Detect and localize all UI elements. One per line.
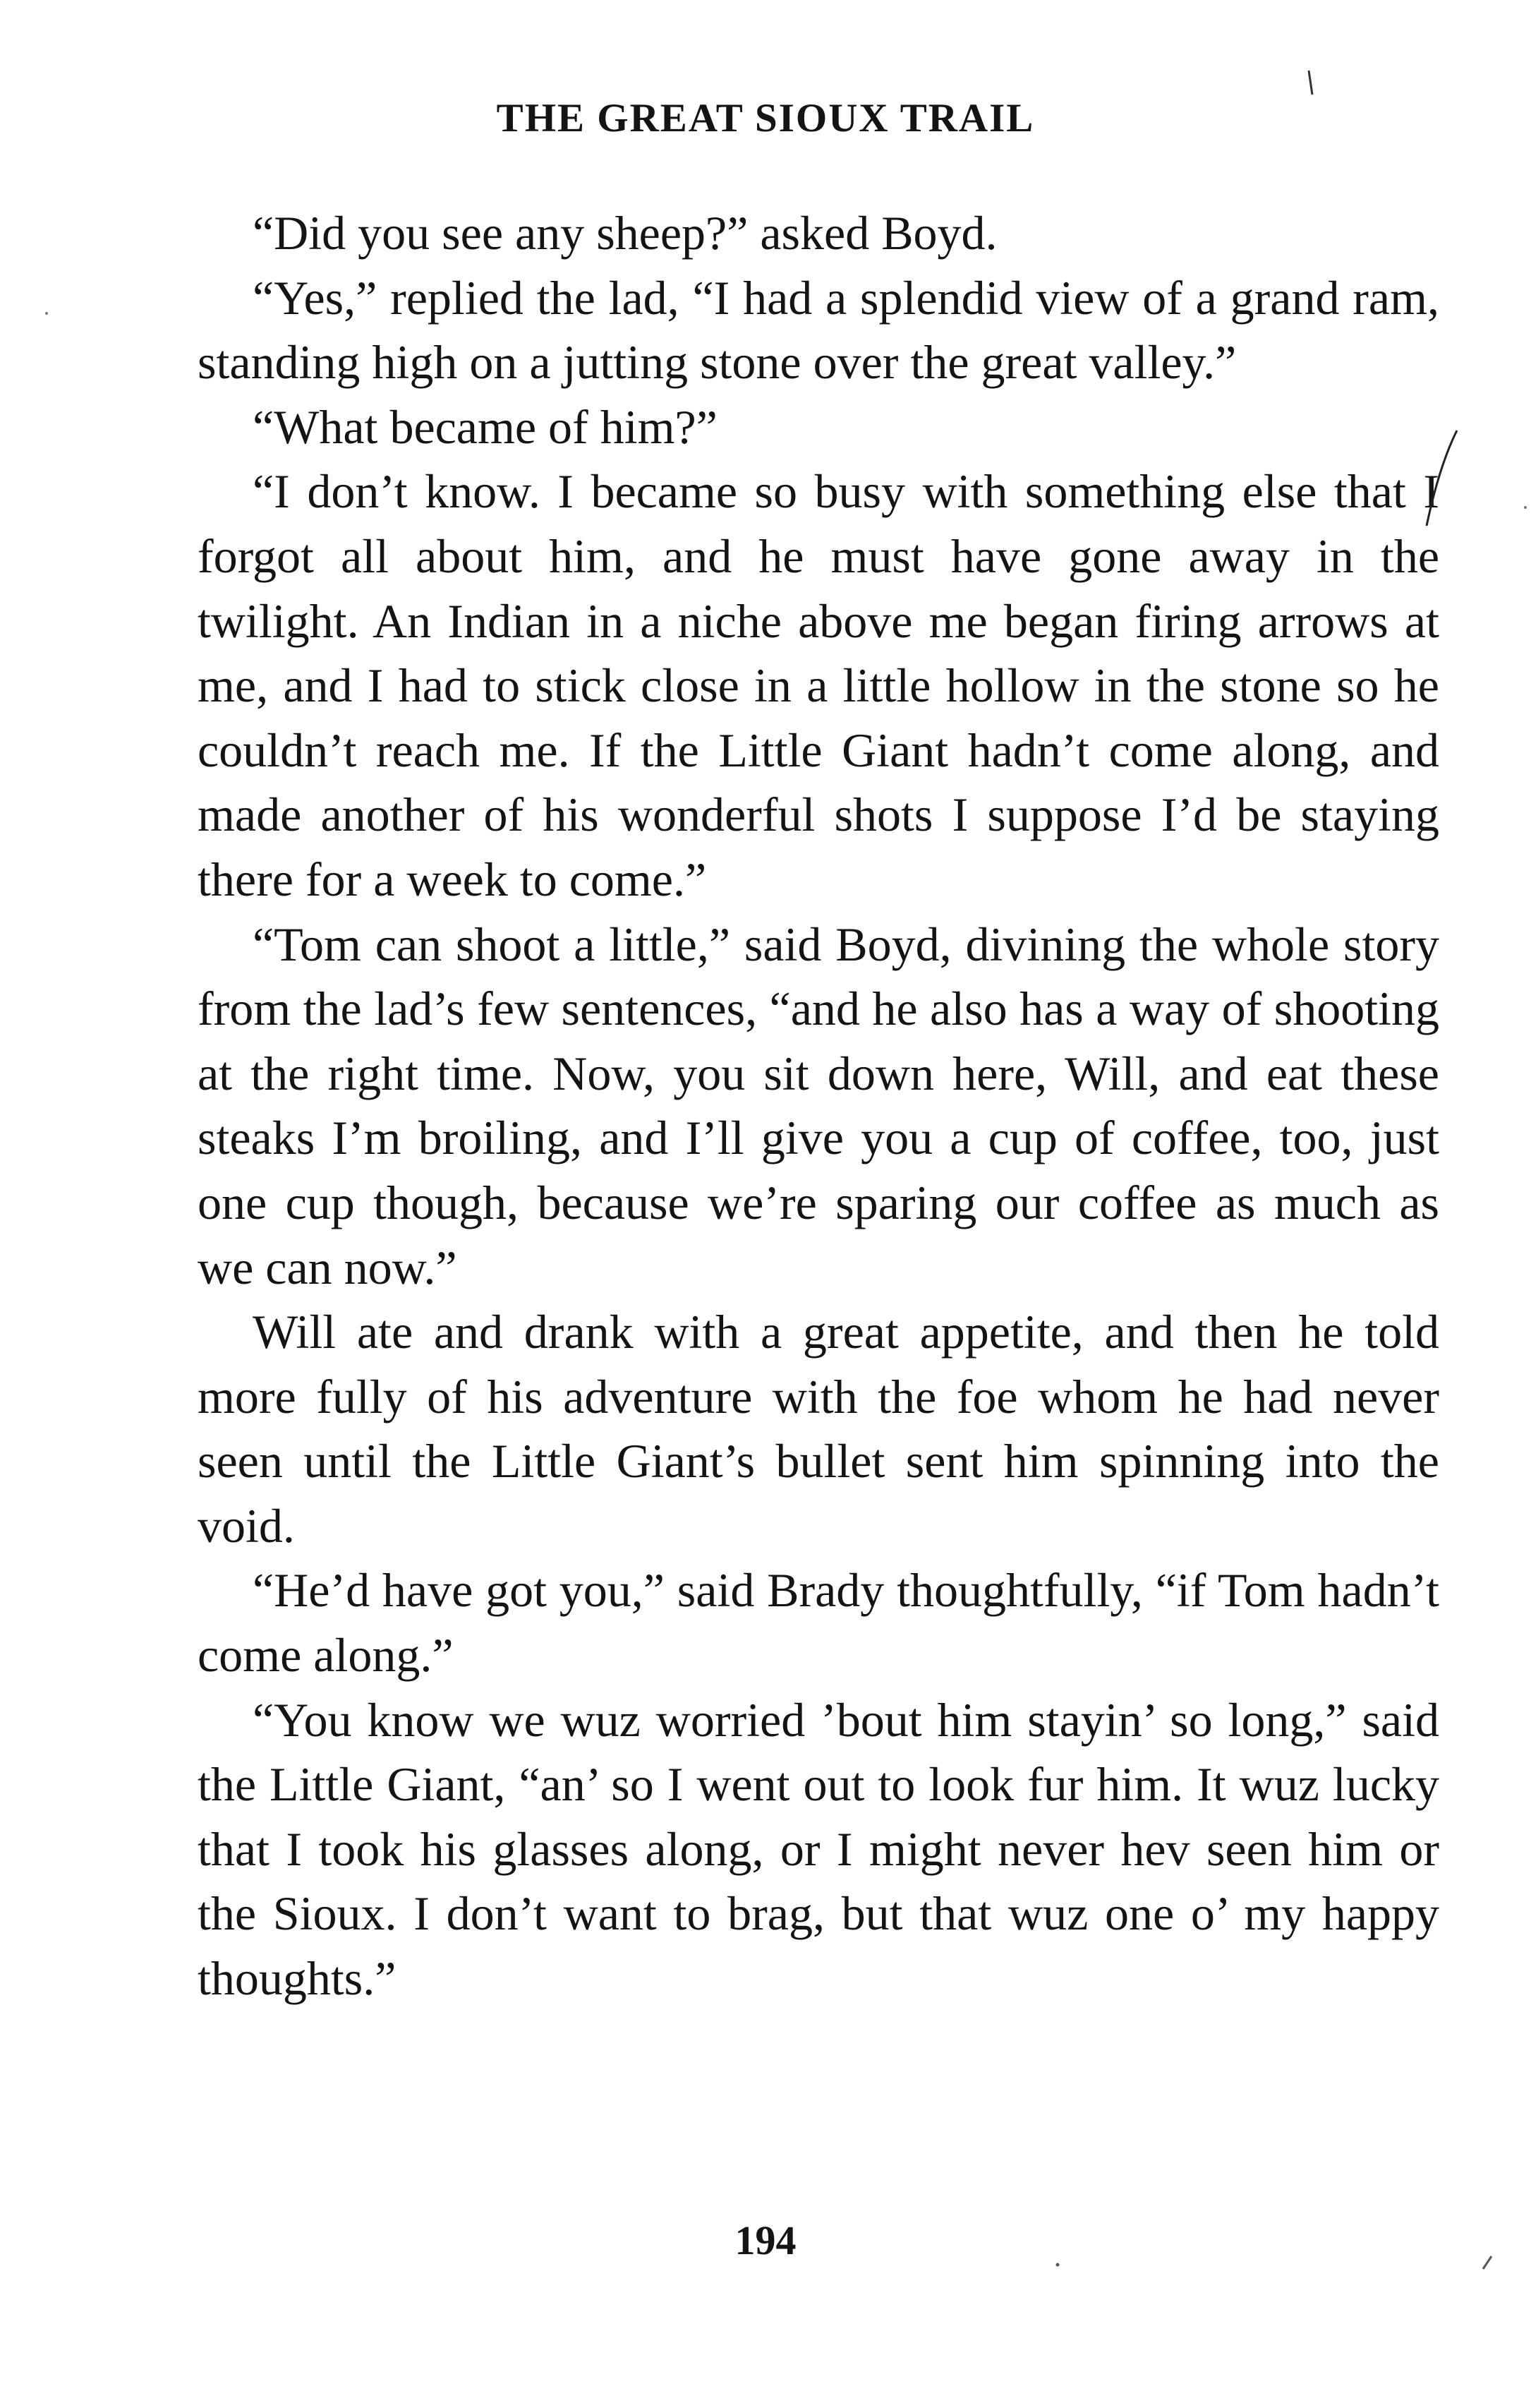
running-head: THE GREAT SIOUX TRAIL [496,96,1035,140]
paragraph: “What became of him?” [253,399,718,454]
paragraph: “He’d have got you,” said Brady thoughtfully, “if Tom hadn’t come along.” [198,1563,1439,1682]
speck-mark [1523,505,1528,510]
speck-mark [44,311,49,316]
body-text [198,201,1439,2011]
speck-mark [1307,69,1315,97]
paragraph: “Did you see any sheep?” asked Boyd. [253,206,998,260]
paragraph: Will ate and drank with a great appetite, and then he told more fully of his adventure with the foe whom he had never seen until the Little Giant’s bullet sent him spinning into the void. [198,1305,1439,1553]
page-number: 194 [734,2217,797,2263]
paragraph: “Tom can shoot a little,” said Boyd, divining the whole story from the lad’s few sentences, “and he also has a way of shooting at the right time. Now, you sit down here, Will, and eat these steaks I’m broiling, and I’ll give you a cup of coffee, too, just one cup though, because we’re sparing our coffee as much as we can now.” [198,917,1439,1294]
speck-mark [1480,2255,1494,2272]
speck-mark [1055,2262,1060,2268]
pencil-stroke-mark [1418,427,1460,533]
paragraph: “You know we wuz worried ’bout him stayin’ so long,” said the Little Giant, “an’ so I went out to look fur him. It wuz lucky that I took his glasses along, or I might never hev seen him or the Sioux. I don’t want to brag, but that wuz one o’ my happy thoughts.” [198,1692,1439,2006]
paragraph: “I don’t know. I became so busy with something else that I forgot all about him, and he must have gone away in the twilight. An Indian in a niche above me began firing arrows at me, and I had to stick close in a little hollow in the stone so he couldn’t reach me. If the Little Giant hadn’t come along, and made another of his wonderful shots I suppose I’d be staying there for a week to come.” [198,464,1439,906]
paragraph: “Yes,” replied the lad, “I had a splendid view of a grand ram, standing high on a jutting stone over the great valley.” [198,270,1439,390]
